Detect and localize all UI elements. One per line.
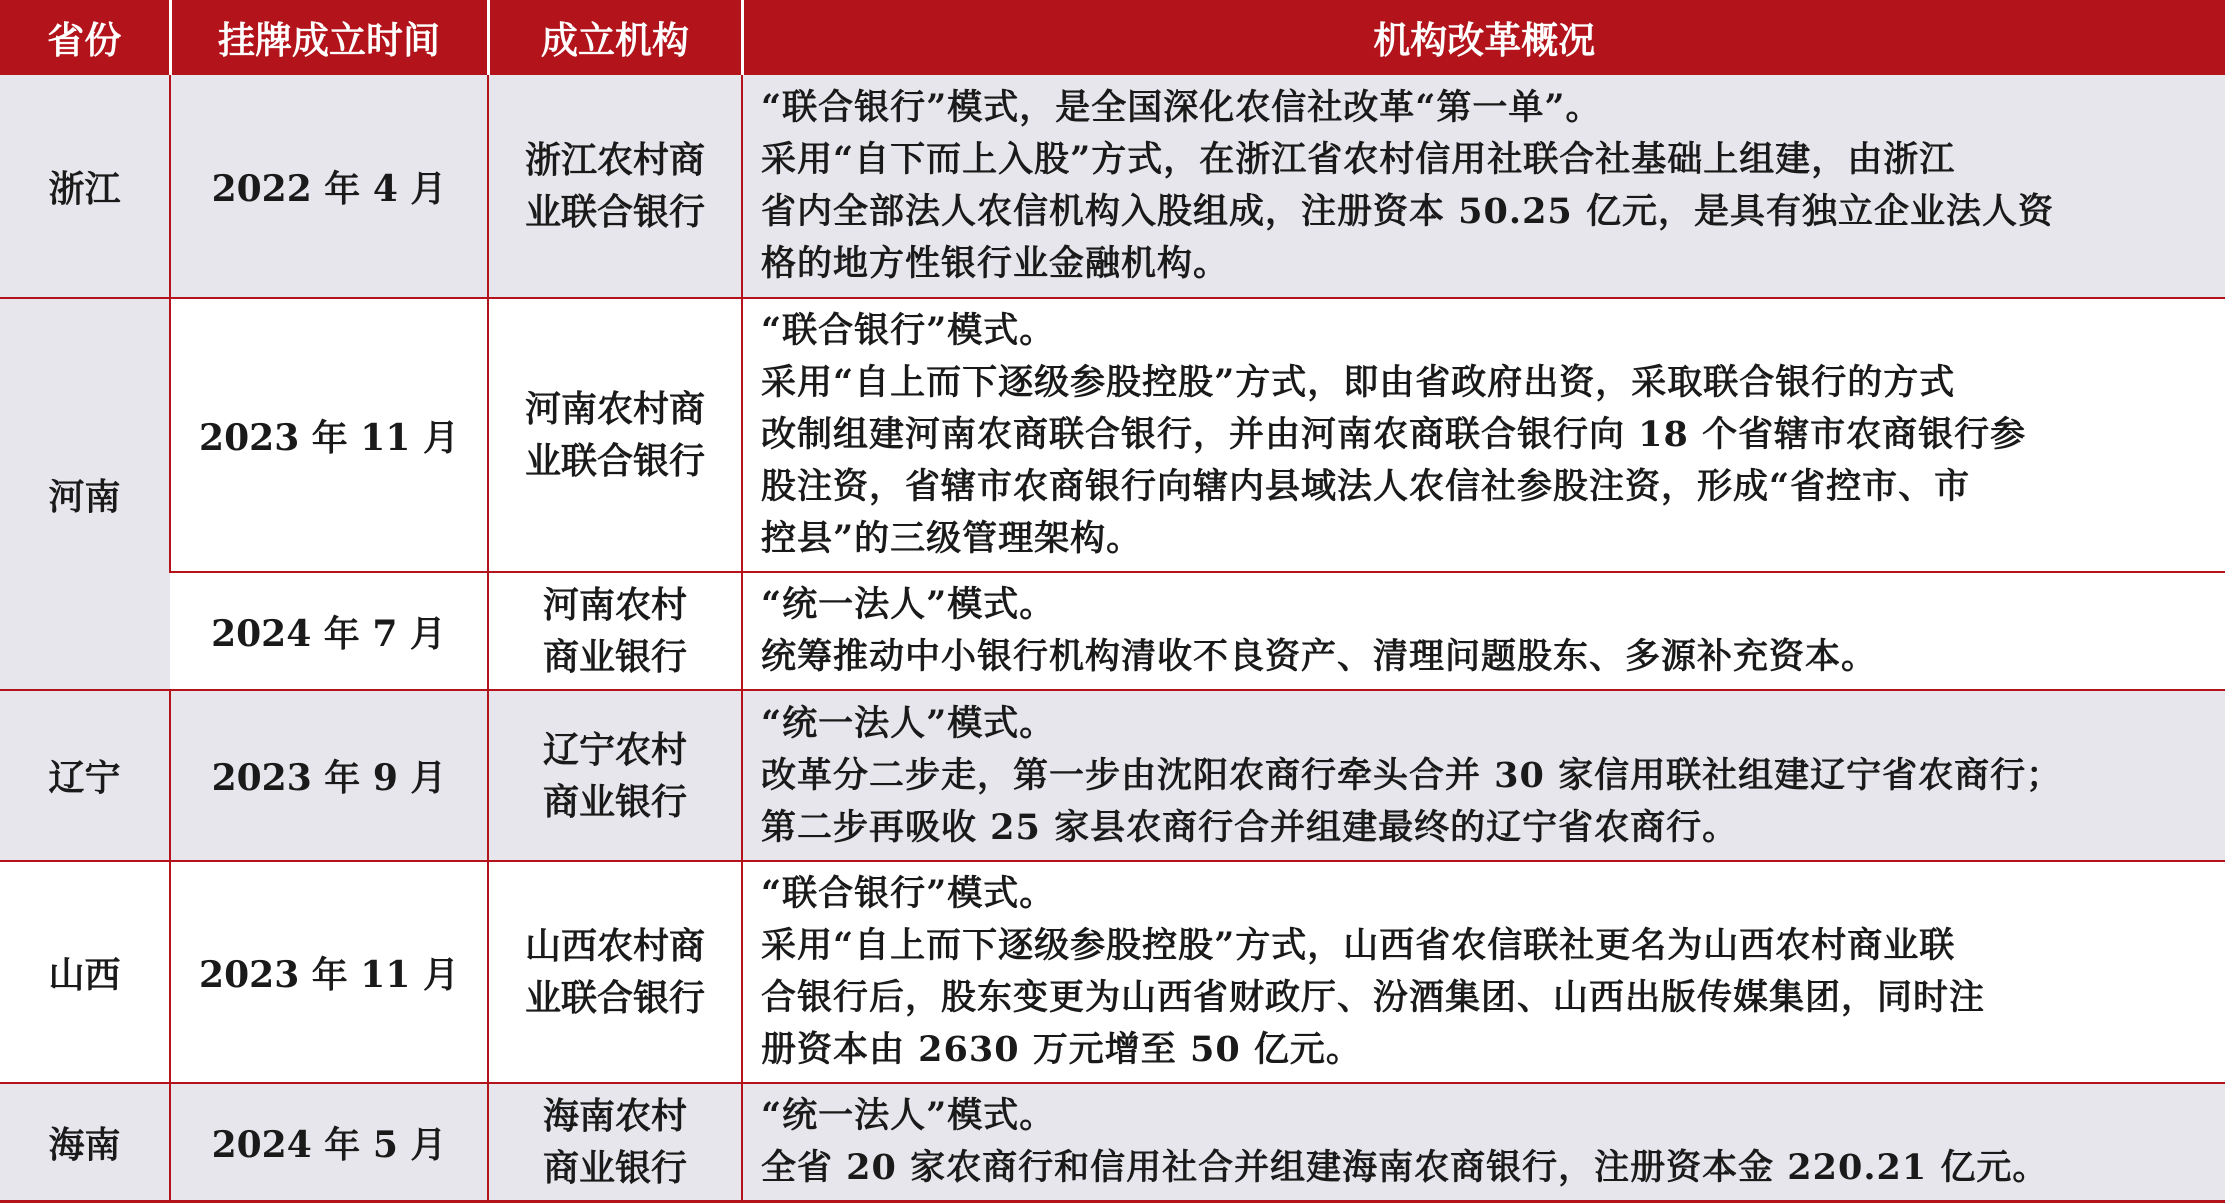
- org-line: 辽宁农村: [542, 728, 687, 771]
- summary-line: 采用“自上而下逐级参股控股”方式，即由省政府出资，采取联合银行的方式: [761, 362, 1956, 403]
- summary-line: “统一法人”模式。: [761, 1095, 1056, 1136]
- org-line: 河南农村商: [524, 388, 705, 430]
- org-line: 山西农村商: [524, 925, 705, 967]
- org-line: 业联合银行: [524, 977, 705, 1019]
- summary-line: 控县”的三级管理架构。: [761, 518, 1143, 559]
- summary-line: “统一法人”模式。: [761, 702, 1056, 744]
- org-line: 业联合银行: [524, 191, 705, 233]
- summary-line: 改革分二步走，第一步由沈阳农商行牵头合并 30 家信用联社组建辽宁省农商行；: [761, 754, 2063, 796]
- summary-line: 采用“自下而上入股”方式，在浙江省农村信用社联合社基础上组建，由浙江: [761, 139, 1956, 180]
- header-org: 成立机构: [488, 0, 742, 74]
- summary-line: 股注资，省辖市农商银行向辖内县域法人农信社参股注资，形成“省控市、市: [761, 466, 1971, 507]
- summary-line: “统一法人”模式。: [761, 584, 1056, 625]
- org-cell: [488, 690, 742, 861]
- province-cell: 辽宁: [0, 690, 170, 861]
- summary-line: 全省 20 家农商行和信用社合并组建海南农商银行，注册资本金 220.21 亿元。: [761, 1147, 2049, 1188]
- date-cell: 2024 年 7 月: [170, 572, 488, 690]
- summary-line: “联合银行”模式。: [761, 873, 1056, 914]
- org-cell: [488, 861, 742, 1083]
- date-cell: 2024 年 5 月: [170, 1083, 488, 1202]
- org-cell: [488, 1083, 742, 1202]
- summary-cell: [742, 298, 2225, 572]
- header-row: [0, 0, 2225, 74]
- summary-line: 合银行后，股东变更为山西省财政厅、汾酒集团、山西出版传媒集团，同时注: [761, 977, 1986, 1018]
- summary-line: 统筹推动中小银行机构清收不良资产、清理问题股东、多源补充资本。: [761, 636, 1878, 677]
- date-cell: 2023 年 11 月: [170, 298, 488, 572]
- org-line: 河南农村: [542, 584, 687, 626]
- summary-line: 省内全部法人农信机构入股组成，注册资本 50.25 亿元，是具有独立企业法人资: [761, 191, 2054, 232]
- header-province: 省份: [0, 0, 170, 74]
- summary-line: 改制组建河南农商联合银行，并由河南农商联合银行向 18 个省辖市农商银行参: [761, 414, 2027, 455]
- date-cell: 2022 年 4 月: [170, 74, 488, 298]
- org-line: 业联合银行: [524, 440, 705, 482]
- summary-cell: [742, 572, 2225, 690]
- table-row-shanxi: [0, 861, 2225, 1083]
- summary-line: “联合银行”模式。: [761, 310, 1056, 351]
- org-line: 商业银行: [542, 780, 687, 823]
- org-line: 浙江农村商: [524, 139, 705, 181]
- summary-line: 格的地方性银行业金融机构。: [761, 243, 1230, 284]
- org-cell: [488, 572, 742, 690]
- summary-cell: [742, 74, 2225, 298]
- org-line: 商业银行: [542, 1147, 687, 1189]
- province-cell: 海南: [0, 1083, 170, 1202]
- summary-line: 第二步再吸收 25 家县农商行合并组建最终的辽宁省农商行。: [761, 806, 1739, 848]
- table-row-liaoning: [0, 690, 2225, 861]
- summary-cell: [742, 690, 2225, 861]
- table-row-zhejiang: [0, 74, 2225, 298]
- province-cell: 河南: [0, 298, 170, 690]
- summary-line: “联合银行”模式，是全国深化农信社改革“第一单”。: [761, 87, 1602, 128]
- province-cell: 山西: [0, 861, 170, 1083]
- table-row-henan-1: [0, 298, 2225, 572]
- summary-cell: [742, 1083, 2225, 1202]
- org-line: 商业银行: [542, 636, 687, 678]
- table-row-henan-2: [0, 572, 2225, 690]
- date-cell: 2023 年 11 月: [170, 861, 488, 1083]
- org-cell: [488, 74, 742, 298]
- summary-line: 册资本由 2630 万元增至 50 亿元。: [761, 1029, 1362, 1070]
- summary-line: 采用“自上而下逐级参股控股”方式，山西省农信联社更名为山西农村商业联: [761, 925, 1956, 966]
- org-line: 海南农村: [542, 1095, 687, 1137]
- date-cell: 2023 年 9 月: [170, 690, 488, 861]
- table-row-hainan: [0, 1083, 2225, 1202]
- province-cell: 浙江: [0, 74, 170, 298]
- summary-cell: [742, 861, 2225, 1083]
- header-summary: 机构改革概况: [742, 0, 2225, 74]
- org-cell: [488, 298, 742, 572]
- header-date: 挂牌成立时间: [170, 0, 488, 74]
